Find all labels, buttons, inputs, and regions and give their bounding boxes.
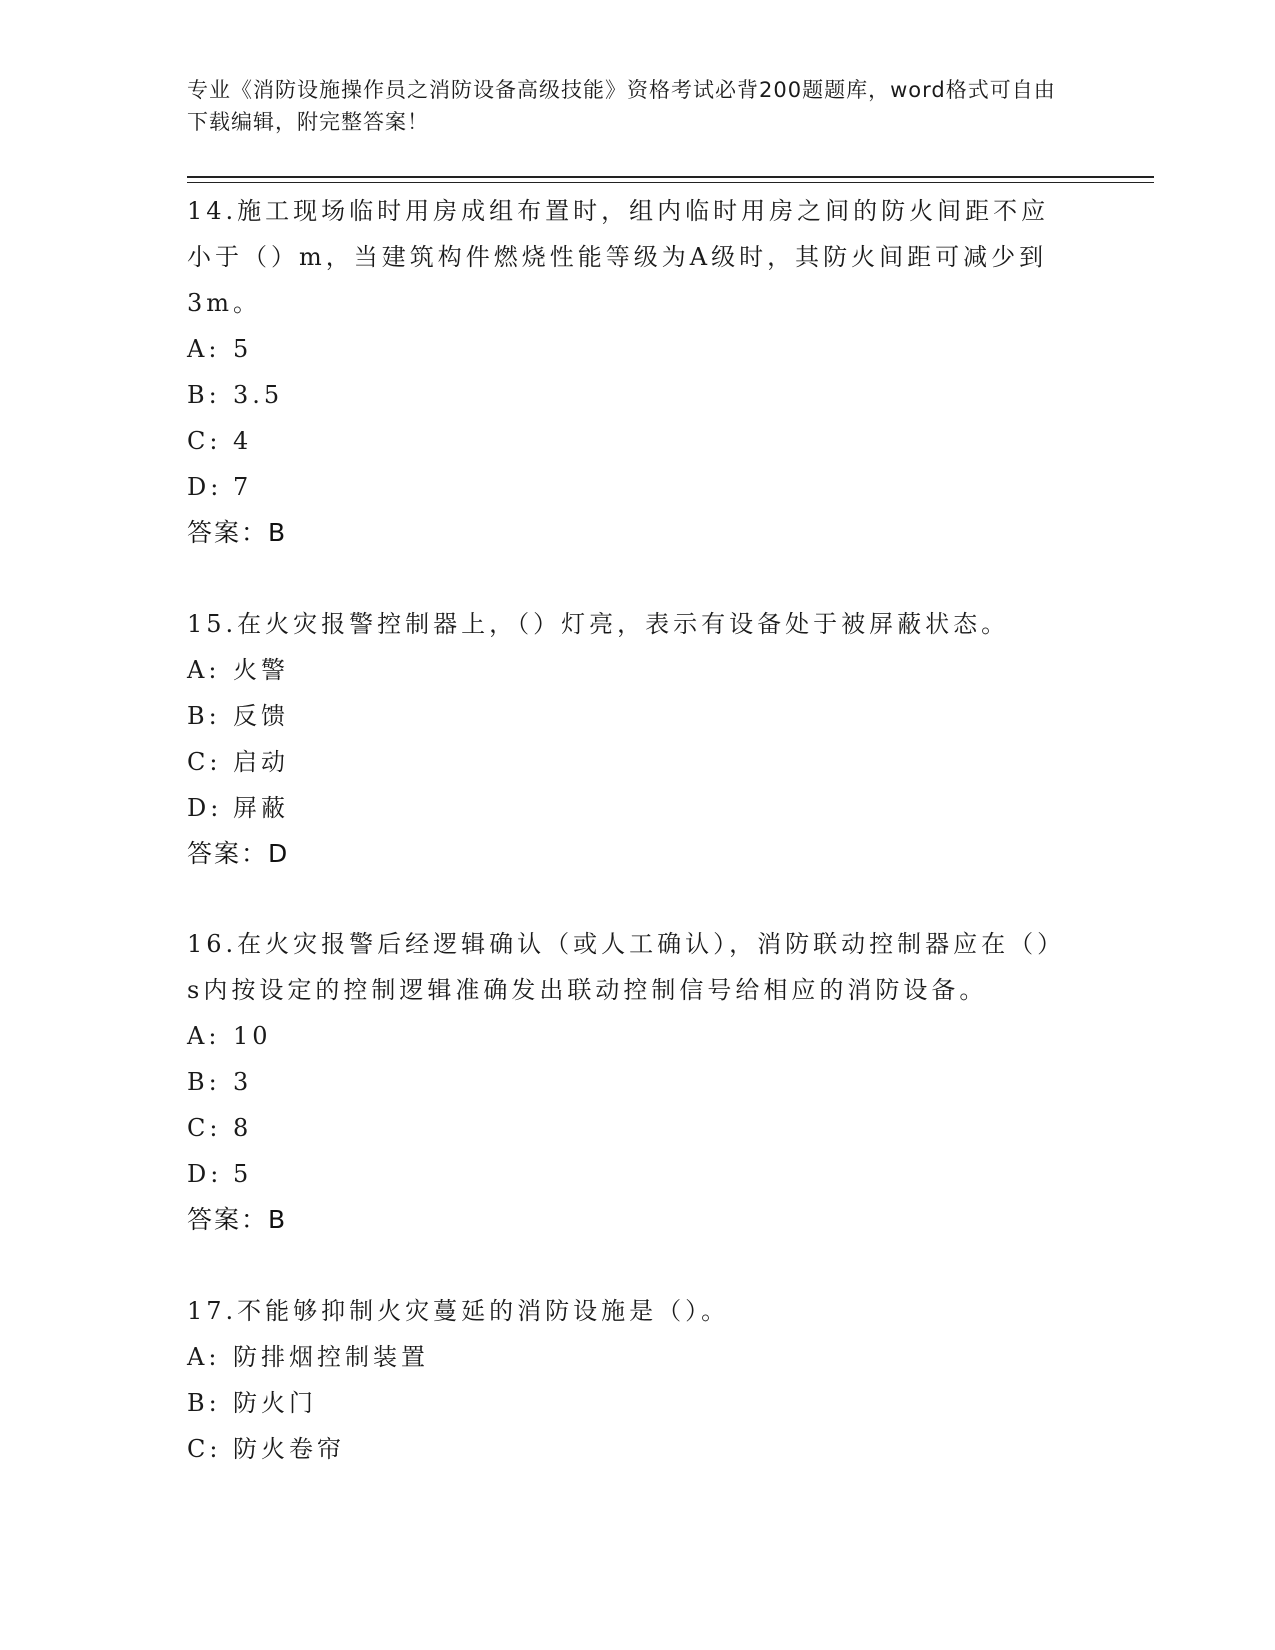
option-d [187, 464, 1077, 510]
document-header: 专业《消防设施操作员之消防设备高级技能》资格考试必背200题题库，word格式可自由下载编辑，附完整答案！ [187, 78, 1056, 134]
header-divider [187, 176, 1154, 178]
question-stem: 14.施工现场临时用房成组布置时，组内临时用房之间的防火间距不应小于（）m，当建筑构件燃烧性能等级为A级时，其防火间距可减少到3m。 [187, 197, 1050, 317]
option-text: 屏蔽 [233, 794, 289, 822]
option-key: B: [187, 1389, 221, 1417]
question-stem: 15.在火灾报警控制器上，（）灯亮，表示有设备处于被屏蔽状态。 [187, 610, 1010, 638]
option-a [187, 1013, 1077, 1059]
option-a [187, 326, 1077, 372]
question-14 [187, 188, 1077, 556]
option-text: 4 [233, 427, 253, 455]
option-c [187, 1426, 1077, 1472]
option-text: 防火卷帘 [233, 1435, 345, 1463]
option-key: C: [187, 1435, 222, 1463]
option-key: D: [187, 794, 223, 822]
option-key: B: [187, 1068, 221, 1096]
option-c [187, 1105, 1077, 1151]
option-key: A: [187, 1022, 221, 1050]
option-text: 启动 [233, 748, 289, 776]
option-text: 10 [233, 1022, 272, 1050]
question-17 [187, 1288, 1077, 1472]
option-text: 3 [233, 1068, 253, 1096]
question-stem: 17.不能够抑制火灾蔓延的消防设施是（）。 [187, 1297, 730, 1325]
question-16 [187, 921, 1077, 1243]
option-key: A: [187, 335, 221, 363]
option-b [187, 1059, 1077, 1105]
option-key: C: [187, 748, 222, 776]
option-b [187, 693, 1077, 739]
option-b [187, 372, 1077, 418]
option-key: B: [187, 381, 221, 409]
option-b [187, 1380, 1077, 1426]
option-text: 防火门 [233, 1389, 317, 1417]
option-key: B: [187, 702, 221, 730]
answer-line: 答案：B [187, 518, 288, 547]
header-divider-thin [187, 182, 1154, 183]
option-text: 7 [233, 473, 253, 501]
option-c [187, 739, 1077, 785]
option-key: D: [187, 1160, 223, 1188]
option-a [187, 1334, 1077, 1380]
option-key: D: [187, 473, 223, 501]
option-text: 8 [233, 1114, 253, 1142]
option-d [187, 785, 1077, 831]
option-text: 防排烟控制装置 [233, 1343, 429, 1371]
option-key: A: [187, 656, 221, 684]
option-key: C: [187, 1114, 222, 1142]
option-text: 火警 [233, 656, 289, 684]
option-text: 5 [233, 335, 253, 363]
option-text: 3.5 [233, 381, 284, 409]
question-stem: 16.在火灾报警后经逻辑确认（或人工确认），消防联动控制器应在（）s内按设定的控制逻辑准确发出联动控制信号给相应的消防设备。 [187, 930, 1066, 1004]
answer-line: 答案：D [187, 839, 290, 868]
answer-line: 答案：B [187, 1205, 288, 1234]
option-text: 反馈 [233, 702, 289, 730]
option-text: 5 [233, 1160, 253, 1188]
option-a [187, 647, 1077, 693]
option-c [187, 418, 1077, 464]
question-15 [187, 601, 1077, 877]
option-key: A: [187, 1343, 221, 1371]
option-key: C: [187, 427, 222, 455]
option-d [187, 1151, 1077, 1197]
